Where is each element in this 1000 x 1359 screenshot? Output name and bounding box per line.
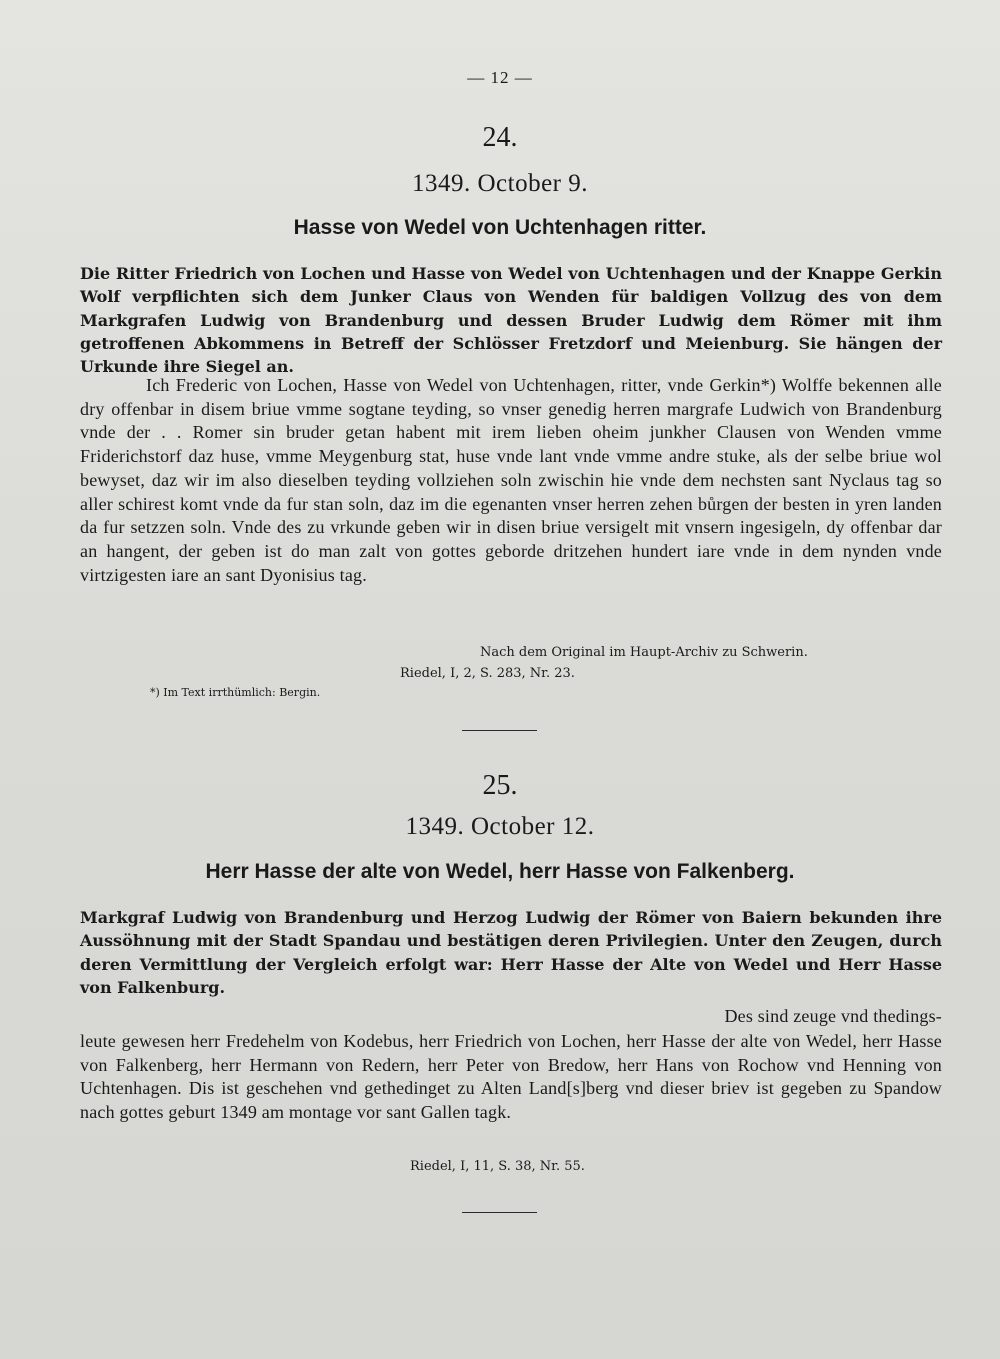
entry-number: 24. (482, 122, 518, 153)
entry-text: Ich Frederic von Lochen, Hasse von Wedel von Uchtenhagen, ritter, vnde Gerkin*) Wolffe bekennen alle dry offenbar in disem briue vmme sogtane teyding, so vnser genedig herren margrafe Ludwich von Brandenburg vnde der . . Romer sin bruder getan habent mit irem lieben oheim junkher Clausen von Wenden vmme Friderichstorf daz huse, vmme Meygenburg stat, huse vnde lant vnde vmme andre stuke, als der selbe briue wol bewyset, daz wir im also dieselben teyding vollziehen soln zwischin hie vnde dem nechsten sant Nyclaus tag so aller schirest komt vnde da fur stan soln, daz im die egenanten vnser herren zehen bůrgen der besten in yren landen da fur setzzen soln. Vnde des zu vrkunde geben wir in disen briue versigelt mit vnsern ingesigeln, dy offenbar dar an hangent, der geben ist do man zalt von gottes geborde dritzehen hundert iare vnde in dem nynden vnde virtzigesten iare an sant Dyonisius tag. (80, 375, 942, 585)
section-divider (462, 1212, 537, 1213)
entry-date: 1349. October 12. (405, 813, 595, 840)
entry-date: 1349. October 9. (411, 170, 589, 197)
page-number: — 12 — (467, 68, 533, 87)
entry-number: 25. (482, 770, 518, 801)
entry-text: leute gewesen herr Fredehelm von Kodebus, herr Friedrich von Lochen, herr Hasse der alte von Wedel, herr Hasse von Falkenberg, herr Hermann von Redern, herr Peter von Bredow, herr Hans von Rochow vnd Henning von Uchtenhagen. Dis ist geschehen vnd gethedinget zu Alten Land[s]berg vnd dieser briev ist gegeben zu Spandow nach gottes geburt 1349 am montage vor sant Gallen tagk. (80, 1031, 942, 1123)
entry-heading: Hasse von Wedel von Uchtenhagen ritter. (293, 216, 707, 239)
entry-text-first-line: Des sind zeuge vnd thedings- (724, 1006, 942, 1026)
footnote: *) Im Text irrthümlich: Bergin. (150, 686, 321, 699)
entry-summary: Markgraf Ludwig von Brandenburg und Herzog Ludwig der Römer von Baiern bekunden ihre Aussöhnung mit der Stadt Spandau und bestätigen deren Privilegien. Unter den Zeugen, durch deren Vermittlung der Vergleich erfolgt war: Herr Hasse der Alte von Wedel und Herr Hasse von Falkenburg. (80, 908, 942, 997)
entry-summary: Die Ritter Friedrich von Lochen und Hasse von Wedel von Uchtenhagen und der Knappe Gerkin Wolf verpflichten sich dem Junker Claus von Wenden für baldigen Vollzug des von dem Markgrafen Ludwig von Brandenburg und dessen Bruder Ludwig dem Römer mit ihm getroffenen Abkommens in Betreff der Schlösser Fretzdorf und Meienburg. Sie hängen der Urkunde ihre Siegel an. (80, 264, 942, 377)
section-divider (462, 730, 537, 731)
entry-heading: Herr Hasse der alte von Wedel, herr Hasse von Falkenberg. (205, 860, 795, 883)
source-citation: Riedel, I, 2, S. 283, Nr. 23. (400, 666, 575, 681)
source-citation: Riedel, I, 11, S. 38, Nr. 55. (410, 1159, 585, 1174)
source-archive: Nach dem Original im Haupt-Archiv zu Schwerin. (480, 645, 808, 660)
